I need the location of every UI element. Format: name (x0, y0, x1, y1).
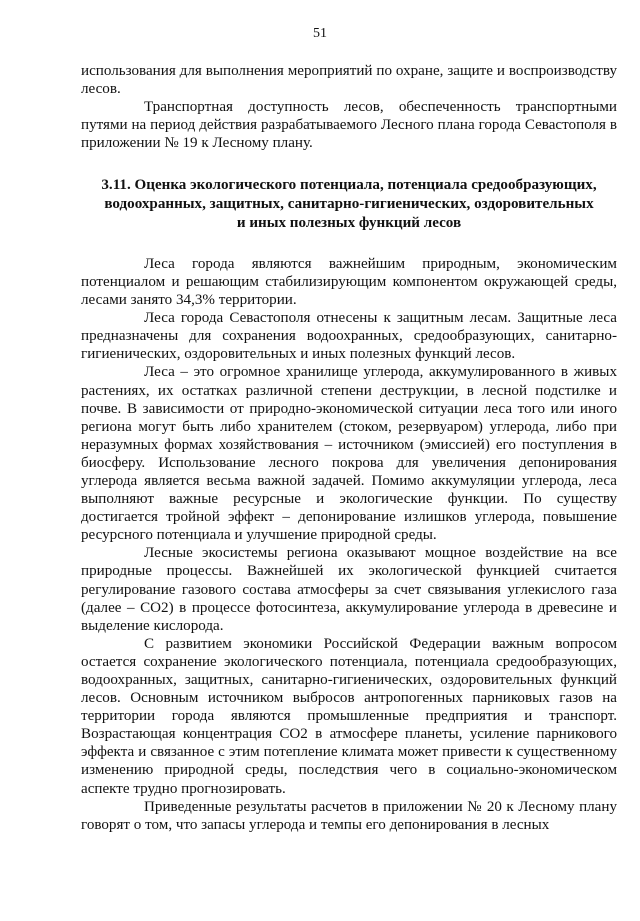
paragraph-transport-access: Транспортная доступность лесов, обеспеченность транспортными путями на период действия разрабатываемого Лесного плана города Севастополя в приложении № 19 к Лесному плану. (81, 99, 617, 152)
paragraph-ecosystems: Лесные экосистемы региона оказывают мощное воздействие на все природные процессы. Важнейшей их экологической функцией считается регулирование газового состава атмосферы за счет связывания углекислого газа (далее – СО2) в процессе фотосинтеза, аккумулирование углерода в древесине и выделение кислорода. (81, 545, 617, 634)
paragraph-carbon-storage: Леса – это огромное хранилище углерода, аккумулированного в живых растениях, их остатках различной степени деструкции, в лесной подстилке и почве. В зависимости от природно-экономической ситуации леса того или иного региона могут быть либо хранителем (стоком, резервуаром) углерода, либо при неразумных формах хозяйствования – источником (эмиссией) его поступления в биосферу. Использование лесного покрова для увеличения депонирования углерода является весьма важной задачей. Помимо аккумуляции углерода, леса выполняют важные ресурсные и экологические функции. По существу достигается тройной эффект – депонирование излишков углерода, повышение ресурсного потенциала и улучшение природной среды. (81, 364, 617, 544)
section-heading: 3.11. Оценка экологического потенциала, потенциала средообразующих, водоохранных, защитных, санитарно-гигиенических, оздоровительных и иных полезных функций лесов (101, 177, 597, 232)
paragraph-continued: использования для выполнения мероприятий по охране, защите и воспроизводству лесов. (81, 63, 617, 98)
paragraph-forest-potential: Леса города являются важнейшим природным, экономическим потенциалом и решающим стабилизирующим компонентом окружающей среды, лесами занято 34,3% территории. (81, 255, 617, 309)
paragraph-calculation-results: Приведенные результаты расчетов в приложении № 20 к Лесному плану говорят о том, что запасы углерода и темпы его депонирования в лесных (81, 798, 617, 833)
page-body (81, 62, 617, 834)
paragraph-economic-development: С развитием экономики Российской Федерации важным вопросом остается сохранение экологического потенциала, потенциала средообразующих, водоохранных, защитных, санитарно-гигиенических, оздоровительных функций лесов. Основным источником выбросов антропогенных парниковых газов на территории города являются промышленные предприятия и транспорт. Возрастающая концентрация СО2 в атмосфере планеты, усиление парникового эффекта и связанное с этим потепление климата может привести к существенному изменению природной среды, последствия чего в социально-экономическом аспекте трудно прогнозировать. (81, 635, 617, 797)
page-number: 51 (313, 26, 327, 41)
paragraph-protective-forests: Леса города Севастополя отнесены к защитным лесам. Защитные леса предназначены для сохранения водоохранных, средообразующих, санитарно-гигиенических, оздоровительных и иных полезных функций лесов. (81, 310, 617, 363)
